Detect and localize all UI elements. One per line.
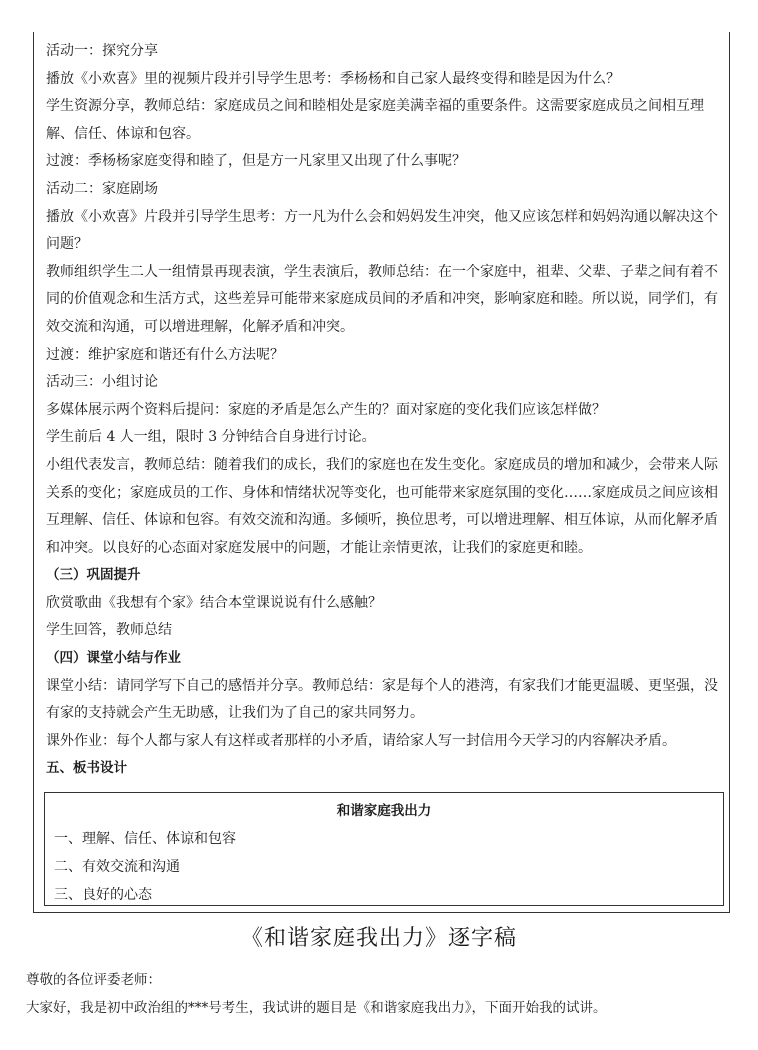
- activity-2-heading: 活动二：家庭剧场: [46, 180, 158, 197]
- section-heading-board: 五、板书设计: [46, 760, 127, 777]
- transcript-body: [26, 966, 746, 1022]
- paragraph: 学生资源分享，教师总结：家庭成员之间和睦相处是家庭美满幸福的重要条件。这需要家庭成员之间相互理解、信任、体谅和包容。: [46, 98, 704, 142]
- paragraph: 播放《小欢喜》片段并引导学生思考：方一凡为什么会和妈妈发生冲突，他又应该怎样和妈妈沟通以解决这个问题？: [46, 208, 718, 253]
- board-line: 一、理解、信任、体谅和包容: [54, 831, 236, 847]
- activity-3-heading: 活动三：小组讨论: [46, 374, 158, 391]
- paragraph: 过渡：季杨杨家庭变得和睦了，但是方一凡家里又出现了什么事呢？: [46, 153, 466, 170]
- board-design-box: [44, 792, 724, 906]
- paragraph: 过渡：维护家庭和谐还有什么方法呢？: [46, 346, 284, 363]
- section-heading-consolidate: （三）巩固提升: [46, 567, 141, 584]
- paragraph: 学生前后 4 人一组，限时 3 分钟结合自身进行讨论。: [46, 429, 376, 446]
- board-line: 三、良好的心态: [54, 887, 152, 903]
- section-heading-summary: （四）课堂小结与作业: [46, 650, 181, 667]
- intro: 大家好，我是初中政治组的***号考生，我试讲的题目是《和谐家庭我出力》，下面开始我的试讲。: [26, 1000, 607, 1016]
- paragraph: 课堂小结：请同学写下自己的感悟并分享。教师总结：家是每个人的港湾，有家我们才能更温暖、更坚强，没有家的支持就会产生无助感，让我们为了自己的家共同努力。: [46, 677, 718, 722]
- board-lines: [45, 825, 723, 909]
- activity-1-heading: 活动一：探究分享: [46, 43, 158, 59]
- paragraph: 欣赏歌曲《我想有个家》结合本堂课说说有什么感触？: [46, 594, 382, 611]
- paragraph: 课外作业：每个人都与家人有这样或者那样的小矛盾，请给家人写一封信用今天学习的内容解决矛盾。: [46, 732, 676, 749]
- paragraph: 播放《小欢喜》里的视频片段并引导学生思考：季杨杨和自己家人最终变得和睦是因为什么？: [46, 70, 620, 87]
- paragraph: 教师组织学生二人一组情景再现表演，学生表演后，教师总结：在一个家庭中，祖辈、父辈、子辈之间有着不同的价值观念和生活方式，这些差异可能带来家庭成员间的矛盾和冲突，影响家庭和睦。所以说，同学们，有效交流和沟通，可以增进理解，化解矛盾和冲突。: [46, 263, 718, 335]
- transcript-title: 《和谐家庭我出力》逐字稿: [240, 926, 517, 951]
- board-title: 和谐家庭我出力: [336, 803, 432, 819]
- paragraph: 小组代表发言，教师总结：随着我们的成长，我们的家庭也在发生变化。家庭成员的增加和减少，会带来人际关系的变化；家庭成员的工作、身体和情绪状况等变化，也可能带来家庭氛围的变化……家庭成员之间应该相互理解、信任、体谅和包容。有效交流和沟通。多倾听，换位思考，可以增进理解、相互体谅，从而化解矛盾和冲突。以良好的心态面对家庭发展中的问题，才能让亲情更浓，让我们的家庭更和睦。: [46, 456, 718, 556]
- greeting: 尊敬的各位评委老师：: [26, 972, 161, 988]
- board-line: 二、有效交流和沟通: [54, 859, 180, 875]
- paragraph: 多媒体展示两个资料后提问：家庭的矛盾是怎么产生的？面对家庭的变化我们应该怎样做？: [46, 401, 606, 418]
- lesson-content: [46, 38, 726, 783]
- paragraph: 学生回答，教师总结: [46, 622, 172, 639]
